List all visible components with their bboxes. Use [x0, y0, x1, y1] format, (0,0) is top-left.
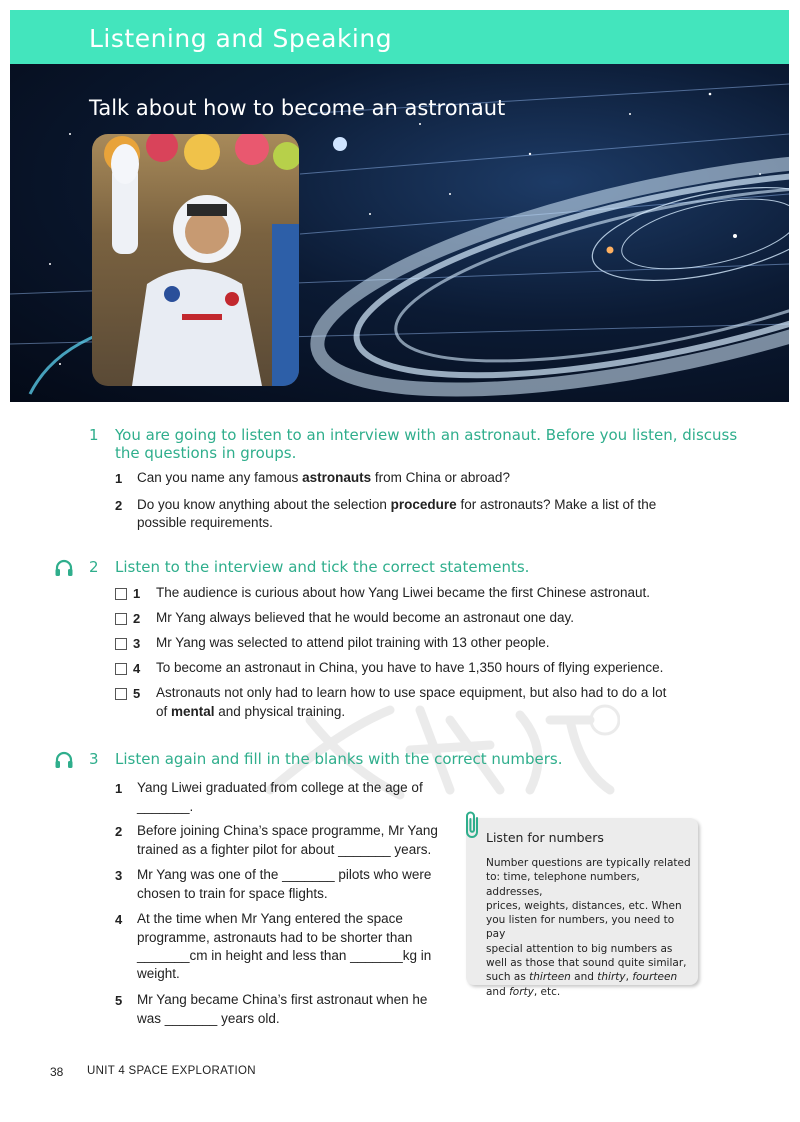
s2-item-4-number: 4	[133, 661, 141, 676]
section-3-number: 3	[89, 750, 99, 768]
s2-item-3-checkbox[interactable]	[115, 638, 127, 650]
tip-line: well as those that sound quite similar,	[486, 957, 687, 970]
s2-item-1-number: 1	[133, 586, 141, 601]
tip-line: Number questions are typically related	[486, 857, 691, 869]
s2-item-1-checkbox[interactable]	[115, 588, 127, 600]
s1-item-1-text: Can you name any famous astronauts from China or abroad?	[137, 470, 510, 485]
s3-item-5-number: 5	[115, 993, 123, 1008]
section-1-title-line1: You are going to listen to an interview with an astronaut. Before you listen, discuss	[115, 426, 738, 444]
tip-line: to: time, telephone numbers, addresses,	[486, 871, 640, 898]
headphones-icon	[53, 749, 75, 771]
s3-item-4-line2: programme, astronauts had to be shorter than	[137, 930, 413, 945]
s1-item-2-text: Do you know anything about the selection procedure for astronauts? Make a list of the	[137, 497, 657, 512]
s2-item-5-checkbox[interactable]	[115, 688, 127, 700]
paperclip-icon	[462, 810, 484, 840]
page-number: 38	[50, 1065, 64, 1079]
tip-line: you listen for numbers, you need to pay	[486, 914, 675, 941]
s3-item-3-number: 3	[115, 868, 123, 883]
s3-item-4-number: 4	[115, 912, 123, 927]
s1-item-2-number: 2	[115, 498, 123, 513]
s1-item-2-text-line2: possible requirements.	[137, 515, 273, 530]
unit-label: UNIT 4 SPACE EXPLORATION	[87, 1065, 256, 1077]
s3-item-2-line1: Before joining China’s space programme, Mr Yang	[137, 823, 438, 838]
tip-line: such as thirteen and thirty, fourteen	[486, 971, 678, 984]
s3-item-2-number: 2	[115, 824, 123, 839]
s2-item-2-number: 2	[133, 611, 141, 626]
s2-item-1-text: The audience is curious about how Yang Liwei became the first Chinese astronaut.	[156, 585, 651, 600]
section-3-title: Listen again and fill in the blanks with the correct numbers.	[115, 750, 563, 768]
tip-box	[466, 818, 698, 998]
s3-item-3-line1: Mr Yang was one of the _______ pilots who were	[137, 867, 432, 882]
s2-item-5-number: 5	[133, 686, 141, 701]
s3-item-1-line2: _______.	[137, 799, 194, 814]
page-subtitle: Talk about how to become an astronaut	[89, 96, 506, 120]
s2-item-5-text: Astronauts not only had to learn how to use space equipment, but also had to do a lot	[156, 685, 667, 700]
s3-item-4-line3: _______cm in height and less than _______kg in	[137, 948, 432, 963]
hero-banner	[10, 64, 789, 402]
s2-item-2-text: Mr Yang always believed that he would become an astronaut one day.	[156, 610, 575, 625]
section-1-title-line2: the questions in groups.	[115, 444, 297, 462]
tip-line: and forty, etc.	[486, 985, 561, 998]
astronaut-photo	[92, 134, 299, 386]
s3-item-1-number: 1	[115, 781, 123, 796]
section-1-number: 1	[89, 426, 99, 444]
s3-item-5-line1: Mr Yang became China’s first astronaut when he	[137, 992, 428, 1007]
s2-item-2-checkbox[interactable]	[115, 613, 127, 625]
header-band	[10, 10, 789, 64]
s3-item-4-line1: At the time when Mr Yang entered the space	[137, 911, 403, 926]
tip-body	[486, 856, 692, 999]
s2-item-3-text: Mr Yang was selected to attend pilot training with 13 other people.	[156, 635, 550, 650]
s1-item-1-number: 1	[115, 471, 123, 486]
section-2-title: Listen to the interview and tick the correct statements.	[115, 558, 530, 576]
tip-line: special attention to big numbers as	[486, 942, 673, 955]
s2-item-3-number: 3	[133, 636, 141, 651]
s3-item-4-line4: weight.	[137, 966, 180, 981]
s3-item-1-line1: Yang Liwei graduated from college at the age of	[137, 780, 423, 795]
s3-item-5-line2: was _______ years old.	[137, 1011, 280, 1026]
section-2-number: 2	[89, 558, 99, 576]
page-title: Listening and Speaking	[89, 24, 393, 53]
headphones-icon	[53, 557, 75, 579]
s2-item-4-checkbox[interactable]	[115, 663, 127, 675]
s3-item-2-line2: trained as a fighter pilot for about _______ years.	[137, 842, 432, 857]
tip-title: Listen for numbers	[486, 830, 604, 845]
s3-item-3-line2: chosen to train for space flights.	[137, 886, 328, 901]
tip-line: prices, weights, distances, etc. When	[486, 899, 682, 912]
s2-item-4-text: To become an astronaut in China, you have to have 1,350 hours of flying experience.	[156, 660, 664, 675]
s2-item-5-text-line2: of mental and physical training.	[156, 704, 346, 719]
